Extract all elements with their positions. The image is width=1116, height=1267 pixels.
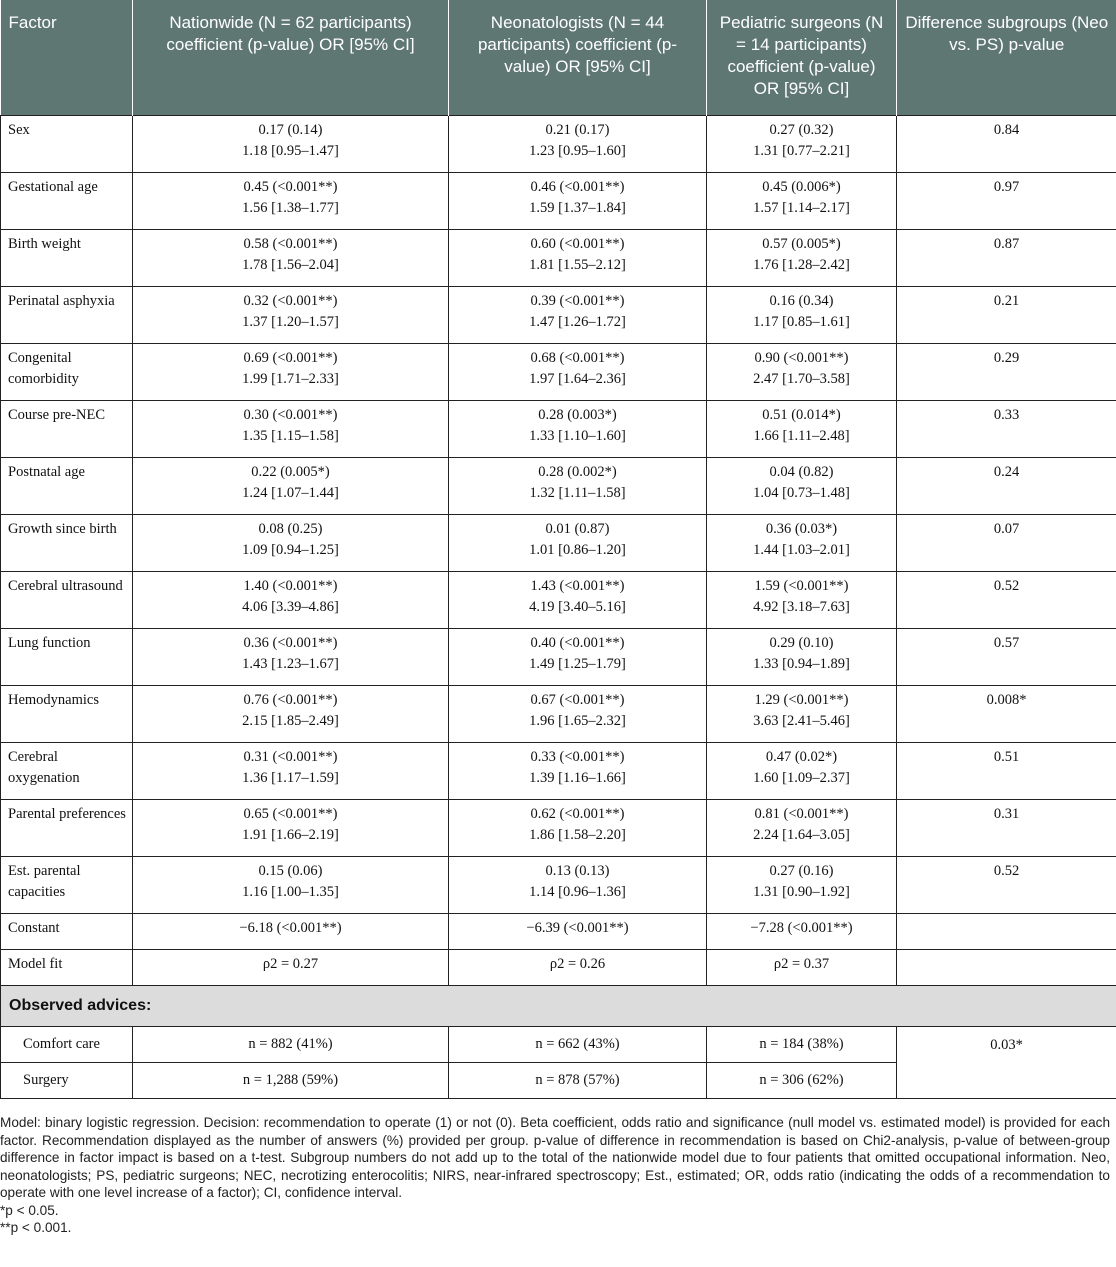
value-line: 1.59 (<0.001**) [754,577,849,594]
value-line: 1.66 [1.11–2.48] [753,427,850,444]
table-row [1,571,1116,628]
factor-cell: Perinatal asphyxia [1,286,133,343]
observed-value-neo: n = 878 (57%) [449,1062,707,1098]
value-line: 2.15 [1.85–2.49] [242,712,339,729]
factor-cell: Parental preferences [1,799,133,856]
value-line: 4.19 [3.40–5.16] [529,598,626,615]
factor-cell: Lung function [1,628,133,685]
table-row [1,457,1116,514]
value-line: −6.39 (<0.001**) [526,919,629,936]
value-line: 0.31 (<0.001**) [243,748,338,765]
value-line: 0.62 (<0.001**) [530,805,625,822]
table-row [1,400,1116,457]
value-cell-neo [449,286,707,343]
value-cell-nw [133,172,449,229]
value-line: 1.97 [1.64–2.36] [529,370,626,387]
difference-cell: 0.07 [897,514,1116,571]
value-line: 1.57 [1.14–2.17] [753,199,850,216]
value-line: 1.01 [0.86–1.20] [529,541,626,558]
value-line: 1.32 [1.11–1.58] [529,484,626,501]
value-line: 4.06 [3.39–4.86] [242,598,339,615]
value-line: 0.51 (0.014*) [762,406,841,423]
factor-cell: Birth weight [1,229,133,286]
value-cell-nw [133,115,449,172]
value-cell-nw [133,400,449,457]
factor-cell: Cerebral oxygenation [1,742,133,799]
value-line: 1.29 (<0.001**) [754,691,849,708]
value-line: 1.23 [0.95–1.60] [529,142,626,159]
value-cell-neo [449,514,707,571]
value-line: 1.14 [0.96–1.36] [529,883,626,900]
value-line: 2.24 [1.64–3.05] [753,826,850,843]
value-line: 1.24 [1.07–1.44] [242,484,339,501]
value-line: 1.76 [1.28–2.42] [753,256,850,273]
value-line: 0.65 (<0.001**) [243,805,338,822]
value-line: 1.18 [0.95–1.47] [242,142,339,159]
difference-cell: 0.21 [897,286,1116,343]
value-line: 0.76 (<0.001**) [243,691,338,708]
value-line: 0.69 (<0.001**) [243,349,338,366]
value-line: 0.28 (0.003*) [538,406,617,423]
value-line: −6.18 (<0.001**) [239,919,342,936]
observed-difference: 0.03* [897,1026,1116,1098]
difference-cell: 0.33 [897,400,1116,457]
difference-cell: 0.31 [897,799,1116,856]
value-line: 1.43 (<0.001**) [530,577,625,594]
value-cell-neo [449,913,707,949]
value-line: 1.81 [1.55–2.12] [529,256,626,273]
table-row [1,742,1116,799]
value-cell-nw [133,799,449,856]
factor-cell: Postnatal age [1,457,133,514]
value-cell-neo [449,685,707,742]
observed-value-nw: n = 1,288 (59%) [133,1062,449,1098]
value-line: 0.13 (0.13) [545,862,610,879]
table-row [1,856,1116,913]
section-title: Observed advices: [1,985,1116,1026]
difference-cell: 0.008* [897,685,1116,742]
value-cell-ps [707,913,897,949]
difference-cell [897,913,1116,949]
value-cell-nw [133,856,449,913]
value-cell-nw [133,343,449,400]
value-line: 0.81 (<0.001**) [754,805,849,822]
value-cell-neo [449,799,707,856]
value-line: 0.60 (<0.001**) [530,235,625,252]
table-row [1,115,1116,172]
difference-cell: 0.84 [897,115,1116,172]
value-line: 0.47 (0.02*) [765,748,838,765]
value-line: 3.63 [2.41–5.46] [753,712,850,729]
factor-cell: Sex [1,115,133,172]
value-line: 2.47 [1.70–3.58] [753,370,850,387]
value-line: 1.16 [1.00–1.35] [242,883,339,900]
value-cell-neo [449,628,707,685]
value-cell-neo [449,115,707,172]
value-line: 1.35 [1.15–1.58] [242,427,339,444]
observed-label: Comfort care [1,1026,133,1062]
value-cell-ps [707,742,897,799]
value-line: 1.44 [1.03–2.01] [753,541,850,558]
value-line: 1.99 [1.71–2.33] [242,370,339,387]
difference-cell: 0.29 [897,343,1116,400]
value-line: ρ2 = 0.27 [262,955,319,972]
value-line: 1.59 [1.37–1.84] [529,199,626,216]
value-line: 0.39 (<0.001**) [530,292,625,309]
value-cell-neo [449,571,707,628]
footnote-p001: **p < 0.001. [0,1220,72,1235]
value-cell-nw [133,514,449,571]
value-line: 1.47 [1.26–1.72] [529,313,626,330]
table-row [1,913,1116,949]
value-cell-neo [449,229,707,286]
value-cell-neo [449,457,707,514]
value-cell-ps [707,172,897,229]
value-cell-ps [707,799,897,856]
value-cell-neo [449,343,707,400]
table-row [1,229,1116,286]
value-line: 0.46 (<0.001**) [530,178,625,195]
value-line: 1.33 [0.94–1.89] [753,655,850,672]
value-cell-nw [133,286,449,343]
value-cell-ps [707,514,897,571]
difference-cell: 0.24 [897,457,1116,514]
value-line: 0.16 (0.34) [769,292,834,309]
value-line: ρ2 = 0.26 [549,955,606,972]
header-nationwide: Nationwide (N = 62 participants) coefficient (p-value) OR [95% CI] [133,0,449,115]
footnote-main: Model: binary logistic regression. Decision: recommendation to operate (1) or not (0). Beta coefficient, odds ratio and significance (null model vs. estimated model) is provided for each factor. Recommendation displayed as the number of answers (%) provided per group. p-value of difference in recommendation is based on Chi2-analysis, p-value of between-group difference in factor impact is based on a t-test. Subgroup numbers do not add up to the total of the nationwide model due to four patients that omitted occupational information. Neo, neonatologists; PS, pediatric surgeons; NEC, necrotizing enterocolitis; NIRS, near-infrared spectroscopy; Est., estimated; OR, odds ratio (indicating the odds of a recommendation to operate with one level increase of a factor); CI, confidence interval. [0,1115,1110,1200]
value-cell-ps [707,856,897,913]
table-row [1,514,1116,571]
table-row [1,286,1116,343]
value-line: 1.86 [1.58–2.20] [529,826,626,843]
value-line: 0.22 (0.005*) [251,463,330,480]
value-cell-nw [133,628,449,685]
value-line: 0.21 (0.17) [545,121,610,138]
table-row [1,685,1116,742]
value-line: 0.01 (0.87) [545,520,610,537]
value-line: 1.17 [0.85–1.61] [753,313,850,330]
value-line: ρ2 = 0.37 [773,955,830,972]
table-row [1,343,1116,400]
value-line: 0.32 (<0.001**) [243,292,338,309]
value-cell-ps [707,457,897,514]
factor-cell: Model fit [1,949,133,985]
observed-value-ps: n = 306 (62%) [707,1062,897,1098]
value-line: 0.57 (0.005*) [762,235,841,252]
difference-cell: 0.52 [897,856,1116,913]
observed-value-nw: n = 882 (41%) [133,1026,449,1062]
value-cell-neo [449,172,707,229]
value-line: 0.90 (<0.001**) [754,349,849,366]
difference-cell [897,949,1116,985]
factor-cell: Gestational age [1,172,133,229]
factor-cell: Cerebral ultrasound [1,571,133,628]
value-cell-nw [133,229,449,286]
table-row [1,628,1116,685]
value-line: 1.96 [1.65–2.32] [529,712,626,729]
value-cell-neo [449,856,707,913]
value-cell-ps [707,229,897,286]
value-line: 1.78 [1.56–2.04] [242,256,339,273]
observed-value-neo: n = 662 (43%) [449,1026,707,1062]
factor-cell: Congenital comorbidity [1,343,133,400]
value-line: 1.49 [1.25–1.79] [529,655,626,672]
value-line: −7.28 (<0.001**) [750,919,853,936]
value-line: 0.30 (<0.001**) [243,406,338,423]
difference-cell: 0.97 [897,172,1116,229]
value-line: 1.36 [1.17–1.59] [242,769,339,786]
value-cell-nw [133,913,449,949]
value-cell-ps [707,949,897,985]
factor-cell: Est. parental capacities [1,856,133,913]
value-line: 1.09 [0.94–1.25] [242,541,339,558]
value-line: 0.33 (<0.001**) [530,748,625,765]
value-cell-nw [133,742,449,799]
value-cell-ps [707,685,897,742]
value-line: 1.31 [0.90–1.92] [753,883,850,900]
value-cell-ps [707,571,897,628]
value-line: 1.33 [1.10–1.60] [529,427,626,444]
value-line: 1.39 [1.16–1.66] [529,769,626,786]
value-line: 0.04 (0.82) [769,463,834,480]
value-cell-ps [707,400,897,457]
value-line: 1.60 [1.09–2.37] [753,769,850,786]
factor-cell: Hemodynamics [1,685,133,742]
value-line: 0.45 (0.006*) [762,178,841,195]
header-difference: Difference subgroups (Neo vs. PS) p-value [897,0,1116,115]
value-line: 0.27 (0.16) [769,862,834,879]
header-pediatric-surgeons: Pediatric surgeons (N = 14 participants) coefficient (p-value) OR [95% CI] [707,0,897,115]
value-line: 4.92 [3.18–7.63] [753,598,850,615]
section-row [1,985,1116,1026]
value-line: 0.29 (0.10) [769,634,834,651]
value-cell-nw [133,457,449,514]
value-cell-ps [707,628,897,685]
value-line: 0.68 (<0.001**) [530,349,625,366]
value-line: 0.27 (0.32) [769,121,834,138]
value-line: 0.15 (0.06) [258,862,323,879]
value-cell-nw [133,949,449,985]
value-line: 1.91 [1.66–2.19] [242,826,339,843]
value-line: 0.67 (<0.001**) [530,691,625,708]
difference-cell: 0.52 [897,571,1116,628]
difference-cell: 0.87 [897,229,1116,286]
header-row [1,0,1116,115]
value-line: 0.28 (0.002*) [538,463,617,480]
value-line: 1.40 (<0.001**) [243,577,338,594]
value-line: 0.36 (<0.001**) [243,634,338,651]
header-factor: Factor [1,0,133,115]
header-neonatologists: Neonatologists (N = 44 participants) coefficient (p-value) OR [95% CI] [449,0,707,115]
factor-cell: Constant [1,913,133,949]
value-line: 0.58 (<0.001**) [243,235,338,252]
value-line: 1.43 [1.23–1.67] [242,655,339,672]
value-line: 1.04 [0.73–1.48] [753,484,850,501]
difference-cell: 0.51 [897,742,1116,799]
value-line: 1.31 [0.77–2.21] [753,142,850,159]
factor-cell: Course pre-NEC [1,400,133,457]
value-line: 1.37 [1.20–1.57] [242,313,339,330]
value-line: 0.36 (0.03*) [765,520,838,537]
table-row [1,949,1116,985]
footnote-p05: *p < 0.05. [0,1202,59,1218]
difference-cell: 0.57 [897,628,1116,685]
footnotes [0,1114,1110,1237]
observed-label: Surgery [1,1062,133,1098]
value-cell-ps [707,115,897,172]
value-line: 0.17 (0.14) [258,121,323,138]
table-row [1,172,1116,229]
factor-cell: Growth since birth [1,514,133,571]
value-cell-nw [133,571,449,628]
value-cell-neo [449,400,707,457]
value-cell-ps [707,286,897,343]
value-cell-ps [707,343,897,400]
value-cell-neo [449,949,707,985]
observed-value-ps: n = 184 (38%) [707,1026,897,1062]
value-line: 1.56 [1.38–1.77] [242,199,339,216]
value-cell-nw [133,685,449,742]
value-line: 0.08 (0.25) [258,520,323,537]
value-cell-neo [449,742,707,799]
value-line: 0.40 (<0.001**) [530,634,625,651]
observed-row [1,1026,1116,1062]
value-line: 0.45 (<0.001**) [243,178,338,195]
table-row [1,799,1116,856]
